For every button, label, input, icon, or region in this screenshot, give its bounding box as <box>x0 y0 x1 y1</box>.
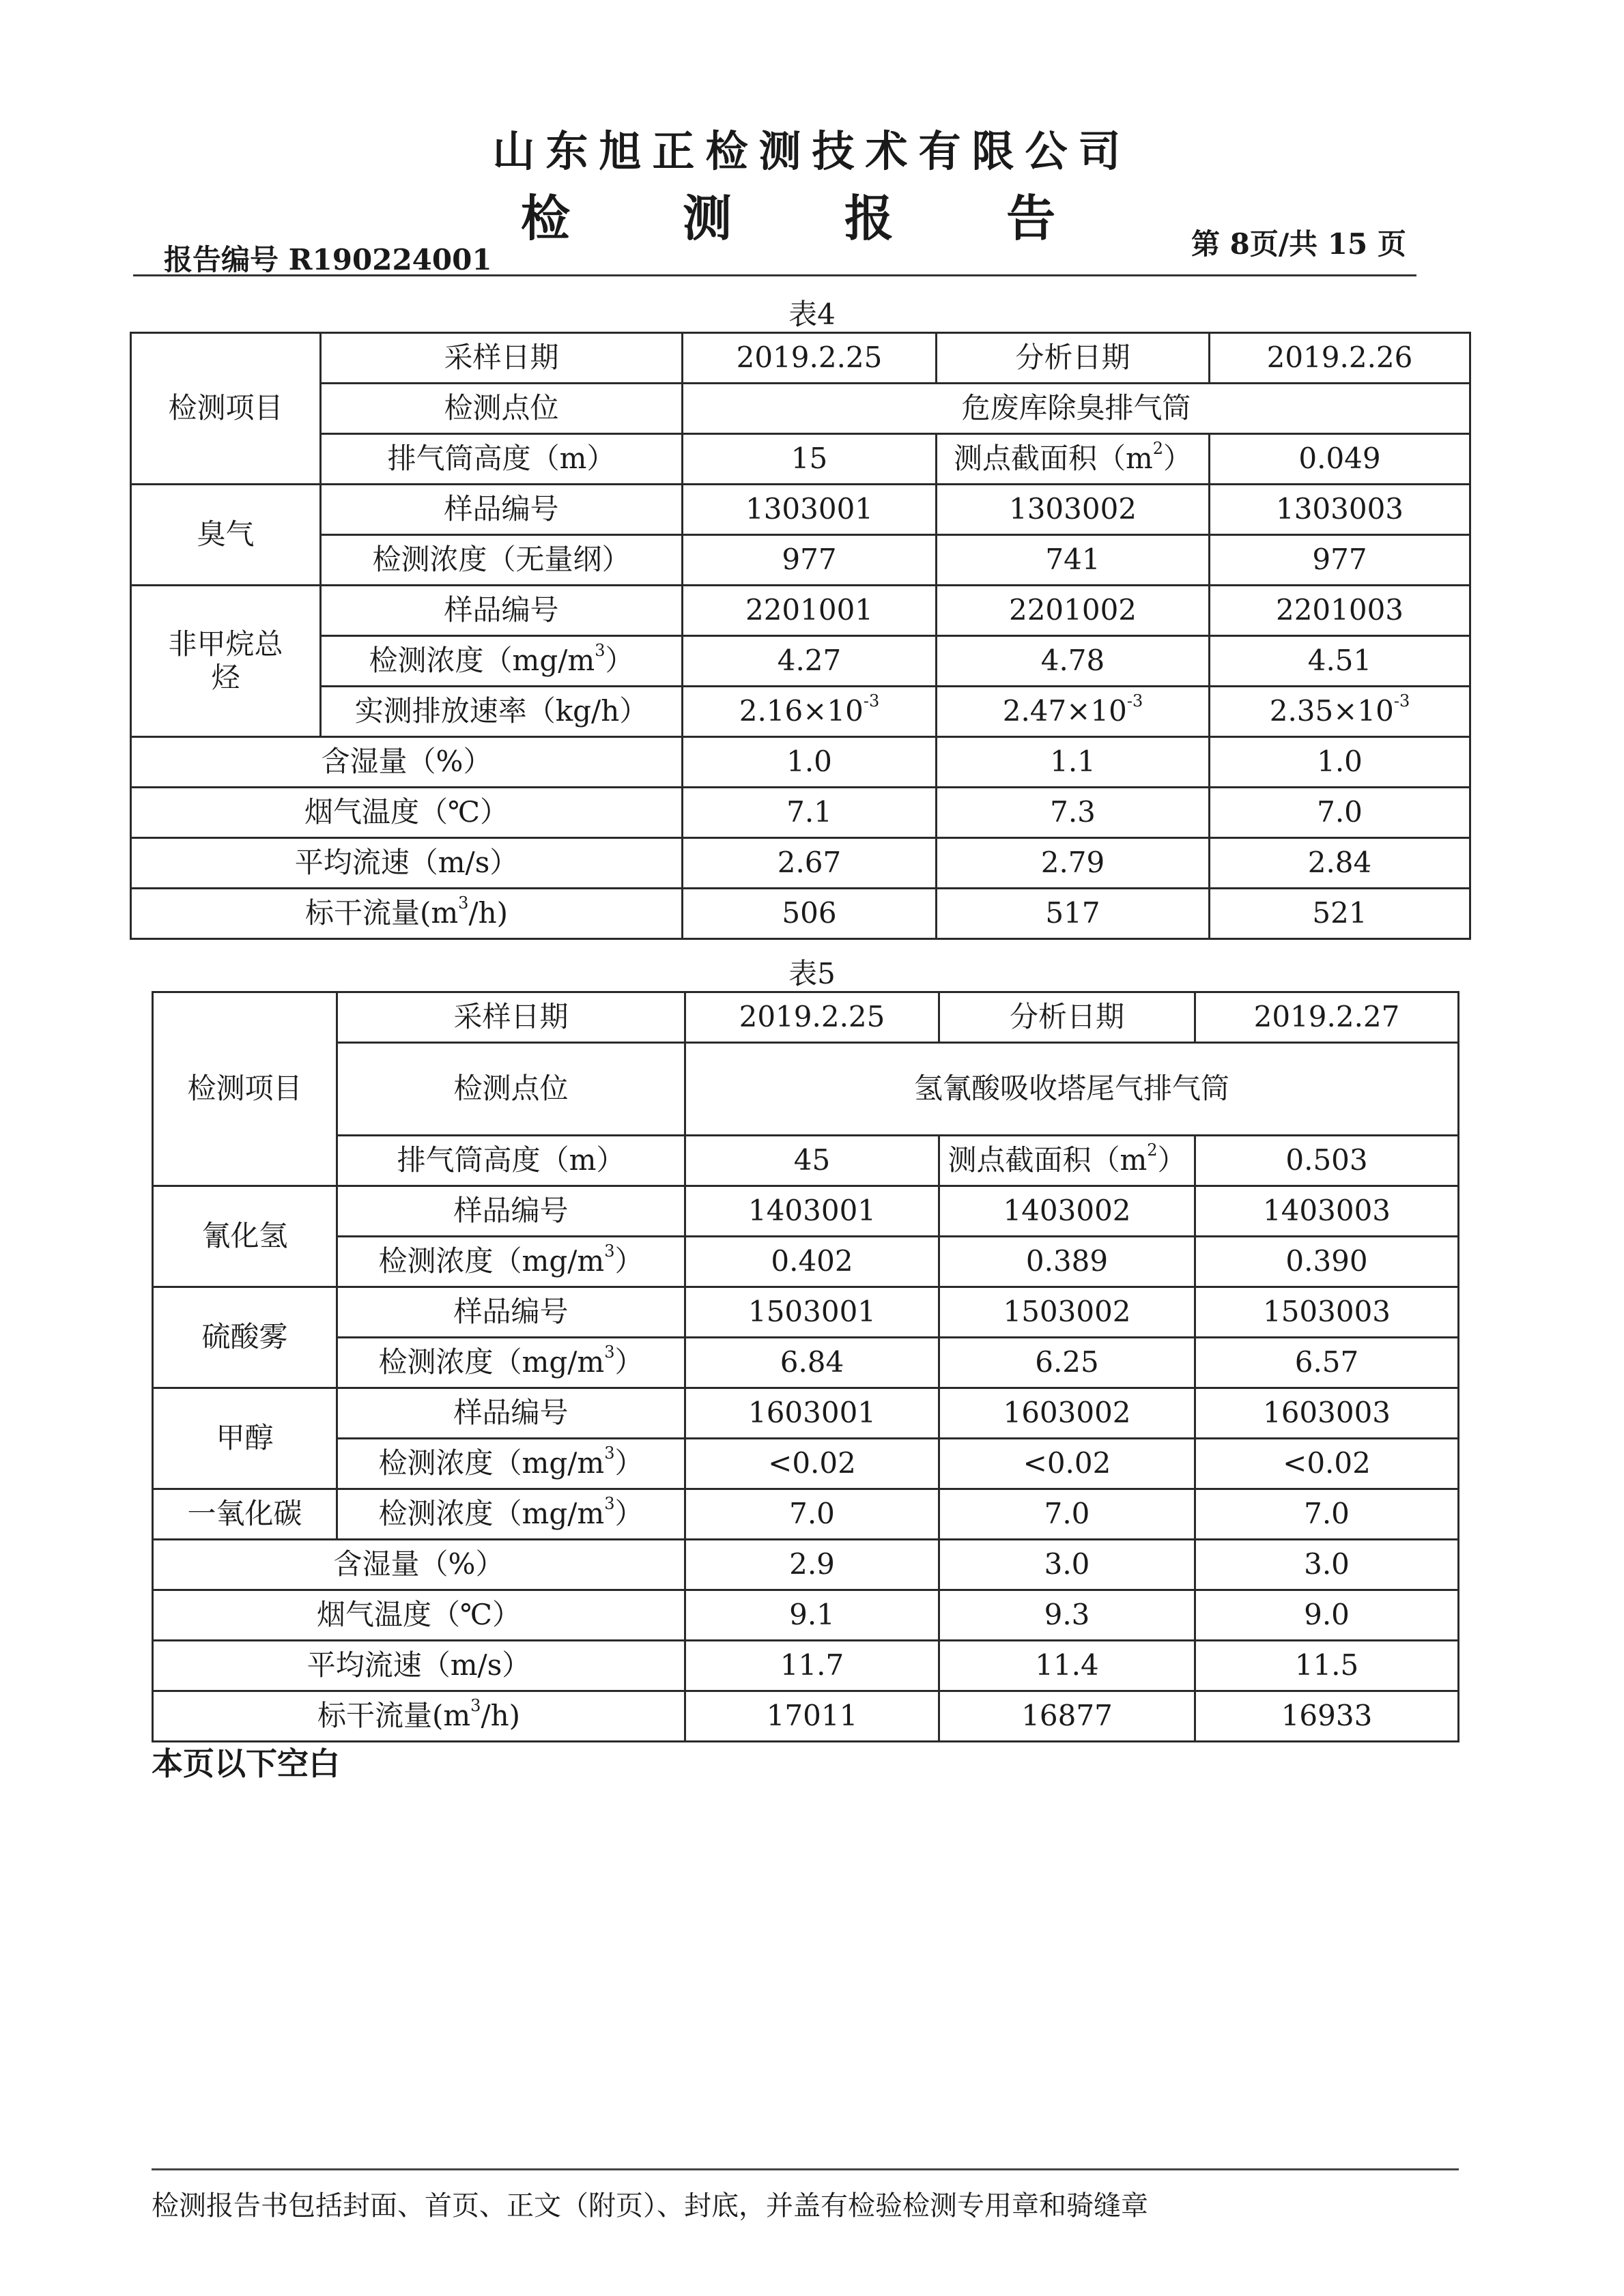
point-label: 检测点位 <box>321 384 683 434</box>
sample-no: 1403003 <box>1195 1186 1459 1237</box>
flow: 506 <box>683 889 937 939</box>
footer-note: 检测报告书包括封面、首页、正文（附页）、封底，并盖有检验检测专用章和骑缝章 <box>152 2190 1148 2222</box>
concentration: <0.02 <box>939 1439 1195 1489</box>
concentration: 6.25 <box>939 1338 1195 1388</box>
table5 <box>152 991 1459 1742</box>
temperature: 7.1 <box>683 788 937 838</box>
velocity-label: 平均流速（m/s） <box>153 1641 685 1691</box>
sample-no: 1303001 <box>683 485 937 535</box>
sample-no: 1403001 <box>685 1186 939 1237</box>
velocity: 2.67 <box>683 838 937 889</box>
sample-date-label: 采样日期 <box>321 333 683 384</box>
sample-no: 2201002 <box>937 586 1210 636</box>
concentration: 0.390 <box>1195 1237 1459 1287</box>
table5-caption: 表5 <box>788 957 836 990</box>
sample-no: 2201003 <box>1210 586 1470 636</box>
table-row <box>131 535 1470 586</box>
analysis-date-label: 分析日期 <box>937 333 1210 384</box>
sample-no: 1603003 <box>1195 1388 1459 1439</box>
emission-rate: $2.16\times 10^{-3}$ <box>683 687 937 737</box>
sample-date: 2019.2.25 <box>683 333 937 384</box>
table-row <box>153 1186 1459 1237</box>
table-row <box>153 1691 1459 1742</box>
concentration: 977 <box>1210 535 1470 586</box>
concentration-label: 检测浓度$(mg/m^3)$ <box>337 1338 685 1388</box>
sample-no: 1403002 <box>939 1186 1195 1237</box>
area-value: 0.503 <box>1195 1136 1459 1186</box>
concentration: 4.78 <box>937 636 1210 687</box>
temperature: 7.3 <box>937 788 1210 838</box>
sample-no-label: 样品编号 <box>337 1388 685 1439</box>
concentration: 6.57 <box>1195 1338 1459 1388</box>
concentration: 4.51 <box>1210 636 1470 687</box>
moisture: 1.1 <box>937 737 1210 788</box>
moisture-label: 含湿量（%） <box>153 1540 685 1590</box>
table-row <box>131 889 1470 939</box>
temperature: 7.0 <box>1210 788 1470 838</box>
velocity: 2.79 <box>937 838 1210 889</box>
velocity: 2.84 <box>1210 838 1470 889</box>
flow-label: 标干流量$(m^3/h)$ <box>153 1691 685 1742</box>
sample-no-label: 样品编号 <box>321 586 683 636</box>
flow: 16933 <box>1195 1691 1459 1742</box>
table-row <box>153 1641 1459 1691</box>
moisture: 1.0 <box>1210 737 1470 788</box>
concentration: 4.27 <box>683 636 937 687</box>
table-row <box>153 1388 1459 1439</box>
flow: 517 <box>937 889 1210 939</box>
sample-no: 1303002 <box>937 485 1210 535</box>
temperature: 9.3 <box>939 1590 1195 1641</box>
temperature: 9.1 <box>685 1590 939 1641</box>
analysis-date: 2019.2.27 <box>1195 992 1459 1043</box>
table-row <box>153 1136 1459 1186</box>
velocity: 11.4 <box>939 1641 1195 1691</box>
concentration: 0.389 <box>939 1237 1195 1287</box>
temperature-label: 烟气温度（℃） <box>131 788 683 838</box>
moisture-label: 含湿量（%） <box>131 737 683 788</box>
stack-height-label: 排气筒高度（m） <box>321 434 683 485</box>
flow: 17011 <box>685 1691 939 1742</box>
table-row <box>153 1489 1459 1540</box>
area-label: 测点截面积$(m^2)$ <box>937 434 1210 485</box>
sample-no: 1603001 <box>685 1388 939 1439</box>
stack-height: 45 <box>685 1136 939 1186</box>
footer-divider <box>152 2168 1459 2170</box>
concentration: 977 <box>683 535 937 586</box>
concentration: <0.02 <box>1195 1439 1459 1489</box>
concentration: <0.02 <box>685 1439 939 1489</box>
temperature: 9.0 <box>1195 1590 1459 1641</box>
table4-caption: 表4 <box>788 298 836 331</box>
sample-date-label: 采样日期 <box>337 992 685 1043</box>
concentration: 6.84 <box>685 1338 939 1388</box>
table-row <box>153 992 1459 1043</box>
sample-date: 2019.2.25 <box>685 992 939 1043</box>
analysis-date: 2019.2.26 <box>1210 333 1470 384</box>
moisture: 3.0 <box>939 1540 1195 1590</box>
concentration-label: 检测浓度$(mg/m^3)$ <box>321 636 683 687</box>
velocity-label: 平均流速（m/s） <box>131 838 683 889</box>
company-name: 山东旭正检测技术有限公司 <box>492 126 1132 176</box>
stack-height: 15 <box>683 434 937 485</box>
table-row <box>153 1439 1459 1489</box>
stack-height-label: 排气筒高度（m） <box>337 1136 685 1186</box>
flow: 521 <box>1210 889 1470 939</box>
report-number-value: R190224001 <box>288 243 492 276</box>
sample-no-label: 样品编号 <box>337 1287 685 1338</box>
sample-no: 1303003 <box>1210 485 1470 535</box>
concentration-label: 检测浓度$(mg/m^3)$ <box>337 1489 685 1540</box>
concentration-label: 检测浓度$(mg/m^3)$ <box>337 1237 685 1287</box>
table-row <box>131 636 1470 687</box>
moisture: 2.9 <box>685 1540 939 1590</box>
report-number-label: 报告编号 <box>164 243 279 276</box>
table-row <box>131 384 1470 434</box>
velocity: 11.5 <box>1195 1641 1459 1691</box>
detect-item-header: 检测项目 <box>131 333 321 485</box>
methanol-name: 甲醇 <box>153 1388 337 1489</box>
table-row <box>153 1338 1459 1388</box>
detection-point: 氢氰酸吸收塔尾气排气筒 <box>685 1043 1459 1136</box>
concentration: 7.0 <box>685 1489 939 1540</box>
sample-no-label: 样品编号 <box>337 1186 685 1237</box>
co-name: 一氧化碳 <box>153 1489 337 1540</box>
nmhc-name: 非甲烷总烃 <box>131 586 321 737</box>
blank-below-note: 本页以下空白 <box>152 1745 340 1782</box>
concentration: 0.402 <box>685 1237 939 1287</box>
hcn-name: 氰化氢 <box>153 1186 337 1287</box>
report-number <box>164 238 492 278</box>
table-row <box>131 838 1470 889</box>
moisture: 3.0 <box>1195 1540 1459 1590</box>
detect-item-header: 检测项目 <box>153 992 337 1186</box>
concentration-label: 检测浓度$(mg/m^3)$ <box>337 1439 685 1489</box>
header-divider <box>133 274 1416 276</box>
page-number: 第 8页/共 15 页 <box>1191 227 1406 261</box>
sample-no: 1603002 <box>939 1388 1195 1439</box>
table-row <box>153 1237 1459 1287</box>
point-label: 检测点位 <box>337 1043 685 1136</box>
table-row <box>131 485 1470 535</box>
report-title: 检 测 报 告 <box>520 189 1104 247</box>
sample-no: 1503003 <box>1195 1287 1459 1338</box>
table-row <box>131 737 1470 788</box>
table-row <box>131 434 1470 485</box>
velocity: 11.7 <box>685 1641 939 1691</box>
table-row <box>153 1540 1459 1590</box>
emission-rate: $2.47\times 10^{-3}$ <box>937 687 1210 737</box>
h2so4-name: 硫酸雾 <box>153 1287 337 1388</box>
concentration: 7.0 <box>939 1489 1195 1540</box>
table-row <box>131 687 1470 737</box>
table-row <box>131 586 1470 636</box>
area-label: 测点截面积$(m^2)$ <box>939 1136 1195 1186</box>
table-row <box>131 333 1470 384</box>
emission-rate: $2.35\times 10^{-3}$ <box>1210 687 1470 737</box>
detection-point: 危废库除臭排气筒 <box>683 384 1470 434</box>
odor-name: 臭气 <box>131 485 321 586</box>
table-row <box>131 788 1470 838</box>
flow: 16877 <box>939 1691 1195 1742</box>
concentration: 7.0 <box>1195 1489 1459 1540</box>
analysis-date-label: 分析日期 <box>939 992 1195 1043</box>
table-row <box>153 1590 1459 1641</box>
moisture: 1.0 <box>683 737 937 788</box>
concentration: 741 <box>937 535 1210 586</box>
concentration-label: 检测浓度（无量纲） <box>321 535 683 586</box>
sample-no: 1503002 <box>939 1287 1195 1338</box>
sample-no-label: 样品编号 <box>321 485 683 535</box>
area-value: 0.049 <box>1210 434 1470 485</box>
table4 <box>130 332 1471 940</box>
table-row <box>153 1287 1459 1338</box>
table-row <box>153 1043 1459 1136</box>
sample-no: 1503001 <box>685 1287 939 1338</box>
flow-label: 标干流量$(m^3/h)$ <box>131 889 683 939</box>
temperature-label: 烟气温度（℃） <box>153 1590 685 1641</box>
sample-no: 2201001 <box>683 586 937 636</box>
emission-rate-label: 实测排放速率（kg/h） <box>321 687 683 737</box>
